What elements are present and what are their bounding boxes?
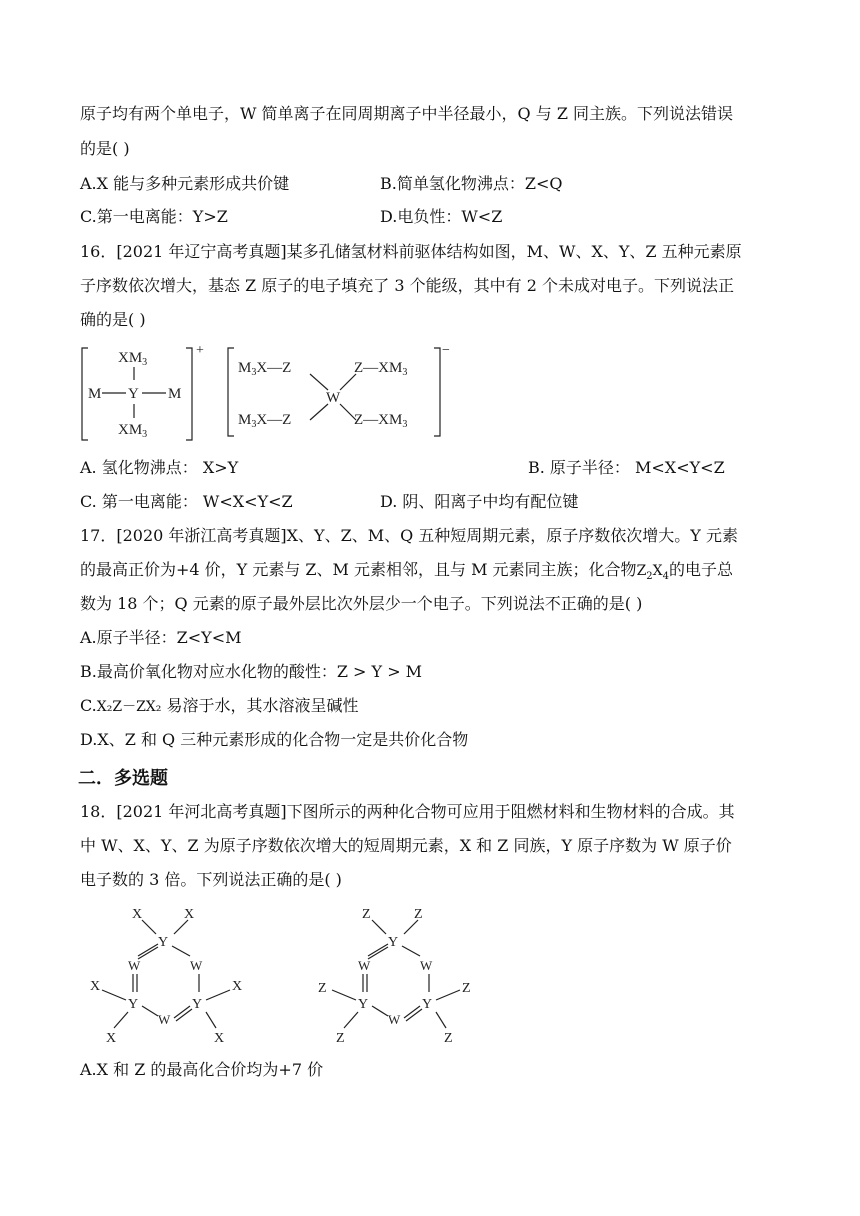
svg-text:Z: Z	[444, 1031, 453, 1046]
svg-text:Y: Y	[128, 997, 139, 1012]
q15-option-a: A.X 能与多种元素形成共价键	[80, 174, 290, 193]
q17-option-c: C.X₂Z－ZX₂ 易溶于水，其水溶液呈碱性	[80, 696, 359, 715]
q17-line1: 17．[2020 年浙江高考真题]X、Y、Z、M、Q 五种短周期元素，原子序数依次增大。Y 元素	[80, 526, 738, 545]
anion-bottom-right: $Z—XM_3$	[354, 412, 408, 430]
cation-center-y: Y	[128, 386, 139, 402]
anion-left-bracket	[228, 348, 234, 436]
svg-text:Z: Z	[462, 981, 471, 996]
q17-line2: 的最高正价为+4 价，Y 元素与 Z、M 元素相邻，且与 M 元素同主族；化合物$Z_2X_4$的电子总	[80, 560, 734, 582]
section-heading-multi-choice: 二．多选题	[78, 768, 168, 789]
q15-line2: 的是( )	[80, 139, 130, 158]
svg-text:X: X	[90, 979, 101, 994]
svg-text:X: X	[232, 979, 243, 994]
q17-formula-z2x4: $Z_2X_4$	[636, 563, 670, 582]
svg-text:Y: Y	[422, 997, 433, 1012]
q17-option-d: D.X、Z 和 Q 三种元素形成的化合物一定是共价化合物	[80, 730, 469, 749]
q18-line3: 电子数的 3 倍。下列说法正确的是( )	[80, 870, 342, 889]
svg-text:W: W	[420, 958, 433, 973]
cation-right-bracket	[186, 348, 192, 440]
anion-charge: −	[442, 343, 450, 358]
svg-text:W: W	[190, 958, 203, 973]
q15-option-b: B.简单氢化物沸点：Z<Q	[380, 174, 563, 193]
q16-line2: 子序数依次增大，基态 Z 原子的电子填充了 3 个能级，其中有 2 个未成对电子。下列说法正	[80, 276, 734, 295]
svg-text:Z: Z	[336, 1031, 345, 1046]
q15-option-d: D.电负性：W<Z	[380, 207, 503, 226]
q17-option-b: B.最高价氧化物对应水化物的酸性：Z > Y > M	[80, 662, 423, 681]
q15-line1: 原子均有两个单电子，W 简单离子在同周期离子中半径最小，Q 与 Z 同主族。下列说法错误	[80, 104, 734, 123]
q18-line2: 中 W、X、Y、Z 为原子序数依次增大的短周期元素，X 和 Z 同族，Y 原子序数为 W 原子价	[80, 836, 732, 855]
svg-text:Y: Y	[192, 997, 203, 1012]
q17-option-a: A.原子半径：Z<Y<M	[80, 628, 242, 647]
q16-option-b: B. 原子半径： M<X<Y<Z	[528, 458, 725, 477]
q15-option-c: C.第一电离能：Y>Z	[80, 207, 228, 226]
svg-text:W: W	[358, 958, 371, 973]
q16-option-c: C. 第一电离能： W<X<Y<Z	[80, 492, 293, 511]
svg-text:W: W	[128, 958, 141, 973]
q16-structure-figure	[78, 340, 458, 450]
svg-text:Z: Z	[414, 907, 423, 922]
cation-bottom-xm3: $XM_3$	[118, 422, 148, 440]
q18-option-a: A.X 和 Z 的最高化合价均为+7 价	[80, 1060, 324, 1079]
q18-line1: 18．[2021 年河北高考真题]下图所示的两种化合物可应用于阻燃材料和生物材料的合成。其	[80, 802, 735, 821]
svg-text:X: X	[106, 1031, 117, 1046]
svg-text:Z: Z	[362, 907, 371, 922]
q17-line3: 数为 18 个；Q 元素的原子最外层比次外层少一个电子。下列说法不正确的是( )	[80, 594, 643, 613]
q16-option-d: D. 阴、阳离子中均有配位键	[380, 492, 579, 511]
cation-top-xm3: $XM_3$	[118, 350, 148, 368]
svg-text:X: X	[184, 907, 195, 922]
svg-text:X: X	[214, 1031, 225, 1046]
q17-option-c-formula: X₂Z－ZX₂	[96, 699, 162, 715]
svg-text:Z: Z	[318, 981, 327, 996]
q16-line1: 16．[2021 年辽宁高考真题]某多孔储氢材料前驱体结构如图，M、W、X、Y、Z 五种元素原	[80, 242, 742, 261]
cation-right-m: M	[168, 386, 182, 402]
q16-line3: 确的是( )	[80, 310, 146, 329]
q18-structure-figure-2	[314, 900, 484, 1050]
svg-text:Y: Y	[358, 997, 369, 1012]
svg-text:Y: Y	[388, 935, 399, 950]
svg-text:Y: Y	[158, 935, 169, 950]
svg-text:X: X	[132, 907, 143, 922]
svg-text:W: W	[158, 1012, 171, 1027]
q18-structure-figure-1	[84, 900, 254, 1050]
cation-charge: +	[196, 343, 204, 358]
anion-center-w: W	[326, 390, 341, 406]
svg-text:W: W	[388, 1012, 401, 1027]
anion-top-left: $M_3X—Z$	[238, 360, 292, 378]
cation-left-m: M	[88, 386, 102, 402]
anion-top-right: $Z—XM_3$	[354, 360, 408, 378]
q16-option-a: A. 氢化物沸点： X>Y	[80, 458, 239, 477]
anion-right-bracket	[434, 348, 440, 436]
anion-bottom-left: $M_3X—Z$	[238, 412, 292, 430]
